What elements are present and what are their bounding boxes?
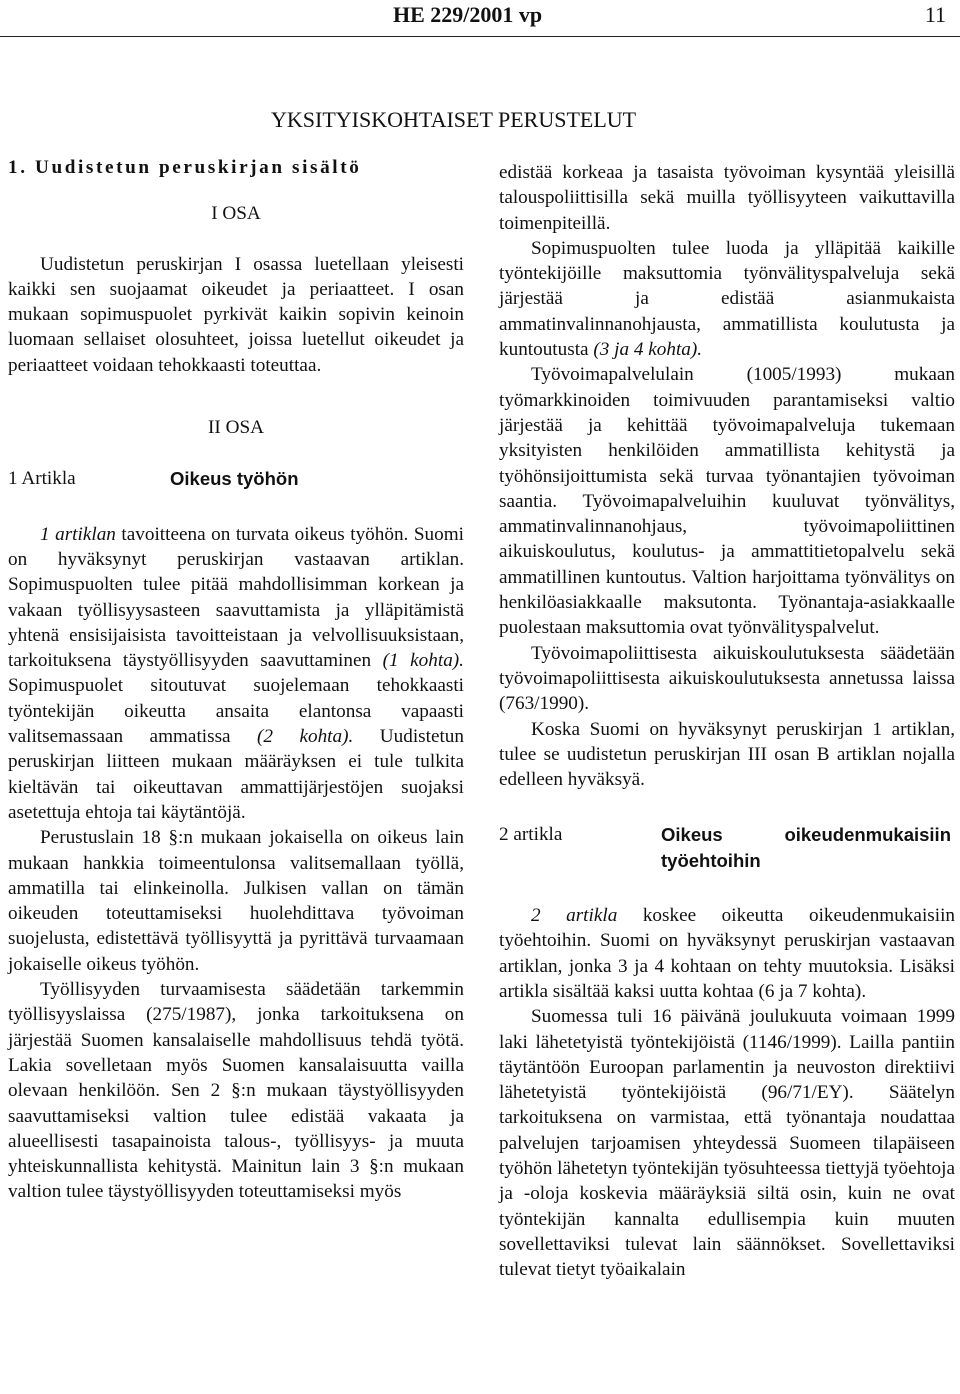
right-column xyxy=(499,160,955,1282)
article-title: Oikeus työhön xyxy=(170,468,299,490)
emphasis: (2 kohta). xyxy=(257,726,354,748)
emphasis: (1 kohta). xyxy=(382,650,464,672)
paragraph xyxy=(499,903,955,1004)
paragraph: Työllisyyden turvaamisesta säädetään tarkemmin työllisyyslaissa (275/1987), jonka tarkoituksena on järjestää Suomen kansalaiselle mahdollisuus tehdä työtä. Lakia sovelletaan myös Suomen kansalaisuutta vailla olevaan henkilöön. Sen 2 §:n mukaan täystyöllisyyden saavuttamiseksi valtion tulee edistää vakaata ja alueellisesti tasapainoista talous-, työllisyys- ja muuta yhteiskunnallista kehitystä. Mainitun lain 3 §:n mukaan valtion tulee täystyöllisyyden toteuttamiseksi myös xyxy=(8,979,464,1203)
article-title: Oikeus oikeudenmukaisiin työehtoihin xyxy=(661,824,951,871)
paragraph: Suomessa tuli 16 päivänä joulukuuta voimaan 1999 laki lähetetyistä työntekijöistä (1146/1999). Lailla pantiin täytäntöön Euroopan parlamentin ja neuvoston direktiivi lähetetyistä työntekijöistä (96/71/EY). Säätelyn tarkoituksena on varmistaa, että työnantaja noudattaa palvelujen tarjoamisen yhteydessä Suomeen tilapäiseen työhön lähetetyn työntekijän työsuhteessa tiettyjä työehtoja ja -oloja koskevia määräyksiä siltä osin, kuin ne ovat työntekijän kannalta edullisempia kuin muuten sovellettaviksi tulevat lain säännökset. Sovellettaviksi tulevat tietyt työaikalain xyxy=(499,1006,955,1281)
text: Sopimuspuolet sitoutuvat suojelemaan tehokkaasti työntekijän oikeutta ansaita elantonsa vapaasti valitsemassaan ammatissa xyxy=(8,675,464,748)
header-rule xyxy=(0,36,960,37)
text: koskee oikeutta oikeudenmukaisiin työehtoihin. Suomi on hyväksynyt peruskirjan vastaavan artiklan, jonka 3 ja 4 kohtaan on tehty muutoksia. Lisäksi artikla sisältää kaksi uutta kohtaa (6 ja 7 kohta). xyxy=(499,905,955,1002)
paragraph: Koska Suomi on hyväksynyt peruskirjan 1 artiklan, tulee se uudistetun peruskirjan III osan B artiklan nojalla edelleen hyväksyä. xyxy=(499,718,955,791)
text: Sopimuspuolten tulee luoda ja ylläpitää kaikille työntekijöille maksuttomia työnvälityspalveluja sekä järjestää ja edistää asianmukaista ammatinvalinnanohjausta, ammatillista koulutusta ja kuntoutusta xyxy=(499,237,955,361)
text: Uudistetun peruskirjan liitteen mukaan määräyksen ei tule tulkita kieltävän tai oikeuttavan ammattijärjestöjen suojaksi asetettuja ehtoja tai käytäntöjä. xyxy=(8,726,464,823)
left-column xyxy=(8,155,464,1205)
part-2-heading: II OSA xyxy=(208,417,264,439)
paragraph: Perustuslain 18 §:n mukaan jokaisella on oikeus lain mukaan hankkia toimeentulonsa valitsemallaan työllä, ammatilla tai elinkeinolla. Julkisen vallan on tämän oikeuden toteuttamiseksi huolehdittava työvoiman suojelusta, edistettävä työllisyyttä ja pyrittävä turvaamaan jokaiselle oikeus työhön. xyxy=(8,827,464,975)
article-number: 1 Artikla xyxy=(8,468,76,490)
main-heading: YKSITYISKOHTAISET PERUSTELUT xyxy=(271,107,637,132)
paragraph xyxy=(8,522,464,826)
emphasis: 2 artikla xyxy=(531,905,618,927)
part-1-heading: I OSA xyxy=(211,203,261,225)
paragraph: edistää korkeaa ja tasaista työvoiman kysyntää yleisillä talouspoliittisilla sekä muilla työllisyyteen vaikuttavilla toimenpiteillä. xyxy=(499,162,955,234)
paragraph: Työvoimapalvelulain (1005/1993) mukaan työmarkkinoiden toimivuuden parantamiseksi valtio järjestää ja kehittää työvoimapalveluja tukemaan yksityisten henkilöiden ammatillista kehitystä ja työhönsijoittumista sekä turvaa työnantajien työvoiman saantia. Työvoimapalveluihin kuuluvat työnvälitys, ammatinvalinnanohjaus, työvoimapoliittinen aikuiskoulutus, koulutus- ja ammattitietopalvelu sekä ammatillinen kuntoutus. Valtion harjoittama työnvälitys on henkilöasiakkaalle maksutonta. Työnantaja-asiakkaalle puolestaan maksuttomia ovat työnvälityspalvelut. xyxy=(499,364,955,639)
article-2-heading xyxy=(499,822,955,873)
text: tavoitteena on turvata oikeus työhön. Suomi on hyväksynyt peruskirjan vastaavan artiklan. Sopimuspuolten tulee pitää mahdollisimman korkean ja vakaan työllisyysasteen saavuttamista ja ylläpitämistä yhtenä ensisijaisista tavoitteistaan ja velvollisuuksistaan, tarkoituksena täystyöllisyyden saavuttaminen xyxy=(8,523,465,672)
emphasis: 1 artiklan xyxy=(40,523,116,545)
paragraph: Uudistetun peruskirjan I osassa luetellaan yleisesti kaikki sen suojaamat oikeudet ja periaatteet. I osan mukaan sopimuspuolet pyrkivät kaikin sopivin keinoin luomaan sellaiset olosuhteet, joissa luetellut oikeudet ja periaatteet voidaan tehokkaasti toteuttaa. xyxy=(8,253,464,376)
paragraph xyxy=(499,236,955,362)
document-id: HE 229/2001 vp xyxy=(393,2,543,27)
paragraph: Työvoimapoliittisesta aikuiskoulutuksesta säädetään työvoimapoliittisesta aikuiskoulutuksesta annetussa laissa (763/1990). xyxy=(499,642,955,715)
section-heading: 1. Uudistetun peruskirjan sisältö xyxy=(8,157,362,178)
article-number: 2 artikla xyxy=(499,824,563,846)
page-number: 11 xyxy=(924,2,946,27)
article-1-heading xyxy=(8,466,464,491)
emphasis: (3 ja 4 kohta). xyxy=(593,339,703,361)
